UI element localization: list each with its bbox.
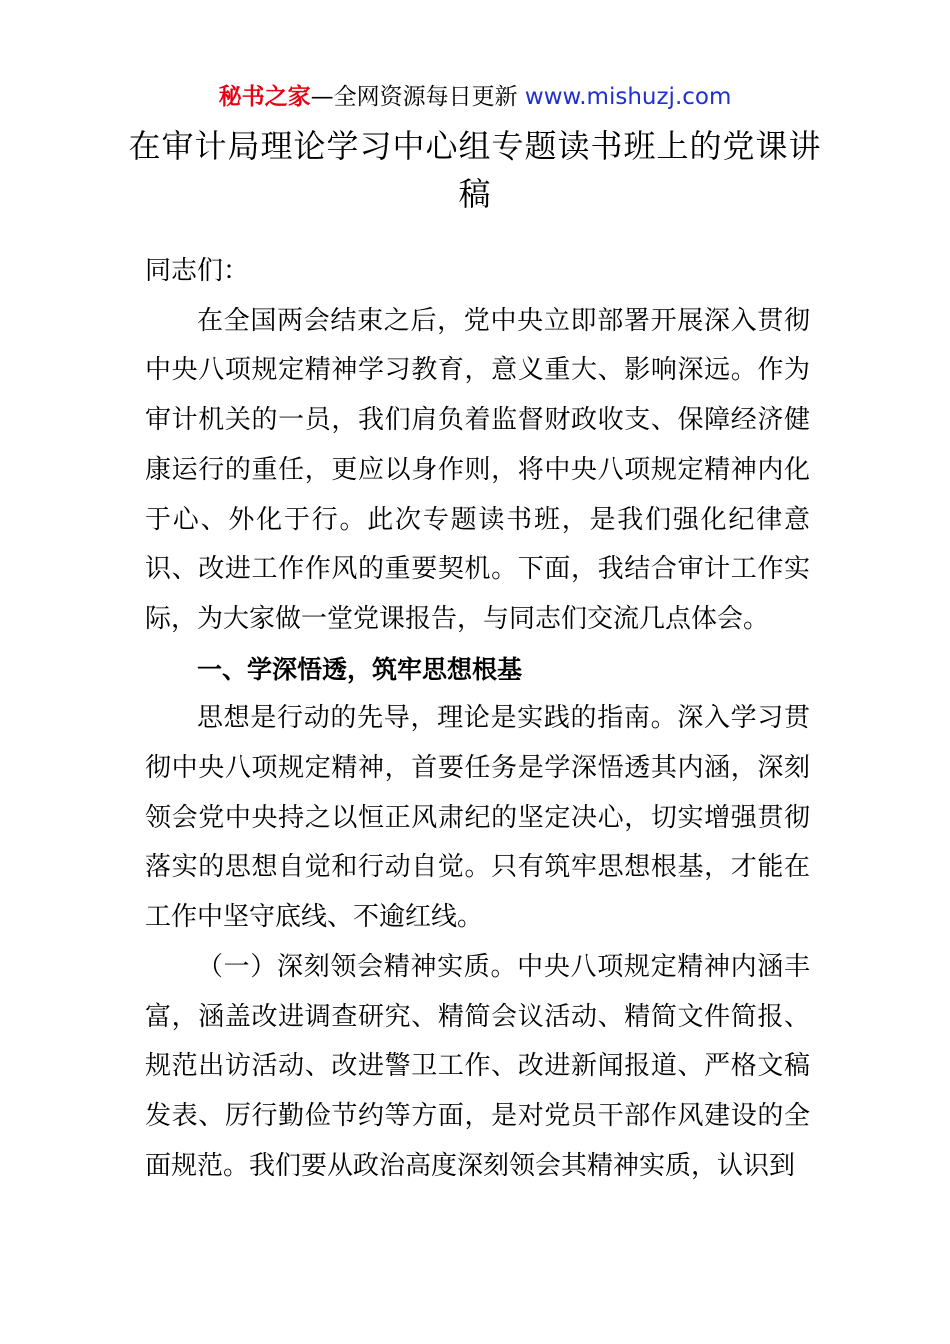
section-heading-1: 一、学深悟透，筑牢思想根基 [197,654,523,684]
salutation: 同志们： [145,256,250,286]
paragraph-section-1: 思想是行动的先导，理论是实践的指南。深入学习贯彻中央八项规定精神，首要任务是学深悟透其内涵，深刻领会党中央持之以恒正风肃纪的坚定决心，切实增强贯彻落实的思想自觉和行动自觉。只有筑牢思想根基，才能在工作中坚守底线、不逾红线。 [145,703,810,933]
document-title: 在审计局理论学习中心组专题读书班上的党课讲稿 [128,127,822,213]
brand-name: 秘书之家 [218,84,311,110]
document-body [145,247,810,1191]
paragraph-intro: 在全国两会结束之后，党中央立即部署开展深入贯彻中央八项规定精神学习教育，意义重大、影响深远。作为审计机关的一员，我们肩负着监督财政收支、保障经济健康运行的重任，更应以身作则，将中央八项规定精神内化于心、外化于行。此次专题读书班，是我们强化纪律意识、改进工作作风的重要契机。下面，我结合审计工作实际，为大家做一堂党课报告，与同志们交流几点体会。 [145,305,810,634]
site-header [0,80,950,114]
header-tagline: —全网资源每日更新 [310,84,518,110]
site-url-link[interactable]: www.mishuzj.com [524,84,732,110]
paragraph-subsection-1: （一）深刻领会精神实质。中央八项规定精神内涵丰富，涵盖改进调查研究、精简会议活动、精简文件简报、规范出访活动、改进警卫工作、改进新闻报道、严格文稿发表、厉行勤俭节约等方面，是对党员干部作风建设的全面规范。我们要从政治高度深刻领会其精神实质，认识到 [145,951,810,1181]
